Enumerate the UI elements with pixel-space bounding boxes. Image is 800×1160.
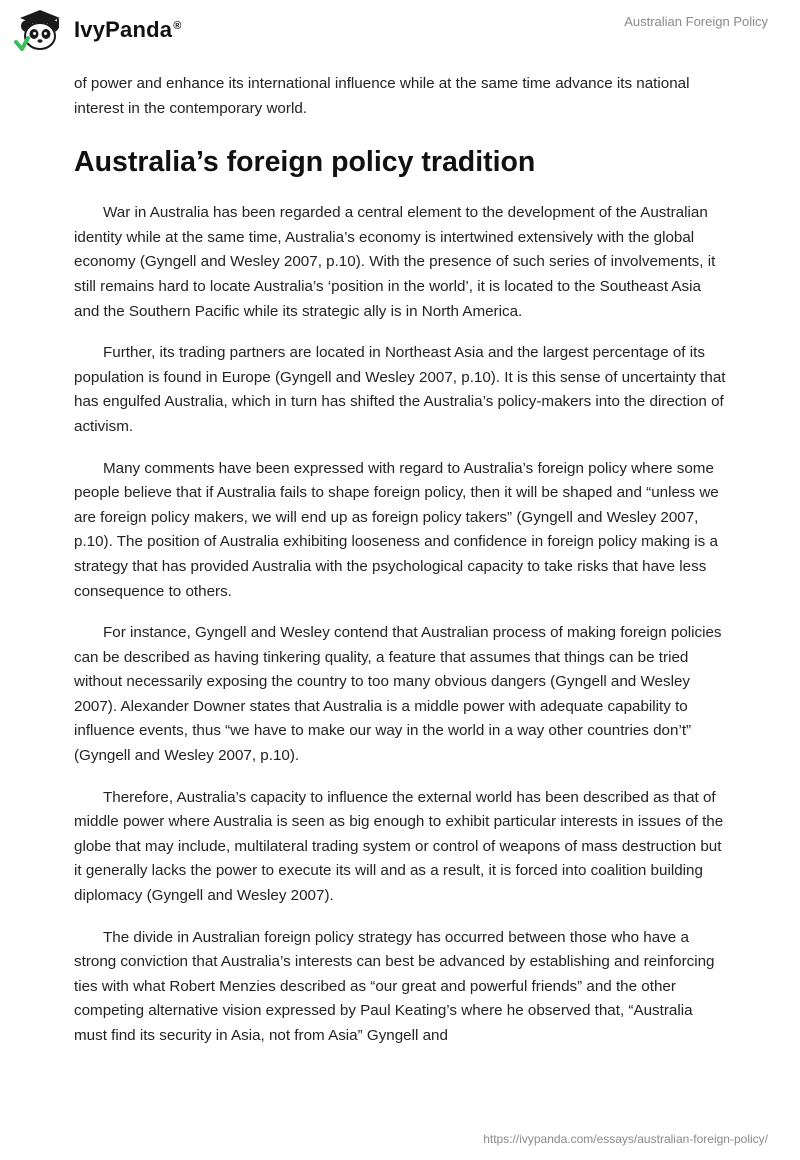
article-body: [74, 72, 726, 1066]
page-header: [0, 0, 800, 70]
paragraph-5: Therefore, Australia’s capacity to influence the external world has been described as that of middle power where Australia is seen as big enough to exhibit particular interests in issues of the globe that may include, multilateral trading system or control of weapons of mass destruction but it generally lacks the power to execute its will and as a result, it is forced into coalition building diplomacy (Gyngell and Wesley 2007).: [74, 788, 724, 905]
paragraph-6: The divide in Australian foreign policy strategy has occurred between those who have a strong conviction that Australia’s interests can best be advanced by establishing and reinforcing ties with what Robert Menzies described as “our great and powerful friends” and the other competing alternative vision expressed by Paul Keating’s where he observed that, “Australia must find its security in Asia, not from Asia” Gyngell and: [74, 928, 715, 1044]
brand-logo[interactable]: [14, 8, 182, 52]
section-heading: Australia’s foreign policy tradition: [74, 146, 536, 179]
source-url-link[interactable]: https://ivypanda.com/essays/australian-foreign-policy/: [483, 1132, 768, 1146]
paragraph-3: Many comments have been expressed with regard to Australia’s foreign policy where some people believe that if Australia fails to shape foreign policy, then it will be shaped and “unless we are foreign policy makers, we will end up as foreign policy takers” (Gyngell and Wesley 2007, p.10). The position of Australia exhibiting looseness and confidence in foreign policy making is a strategy that has provided Australia with the psychological capacity to take risks that have less consequence to others.: [74, 459, 719, 600]
registered-mark: ®: [173, 19, 182, 32]
paragraph-1: War in Australia has been regarded a central element to the development of the Australian identity while at the same time, Australia’s economy is intertwined extensively with the global economy (Gyngell and Wesley 2007, p.10). With the presence of such series of involvements, it still remains hard to locate Australia’s ‘position in the world’, it is located to the Southeast Asia and the Southern Pacific while its strategic ally is in North America.: [74, 204, 716, 320]
panda-logo-icon: [14, 8, 66, 52]
intro-paragraph: of power and enhance its international influence while at the same time advance its national interest in the contemporary world.: [74, 75, 690, 117]
brand-name: IvyPanda®: [74, 17, 182, 42]
paragraph-2: Further, its trading partners are located in Northeast Asia and the largest percentage of its population is found in Europe (Gyngell and Wesley 2007, p.10). It is this sense of uncertainty that has engulfed Australia, which in turn has shifted the Australia’s policy-makers into the direction of activism.: [74, 344, 726, 435]
document-title: Australian Foreign Policy: [624, 14, 768, 29]
paragraph-4: For instance, Gyngell and Wesley contend that Australian process of making foreign policies can be described as having tinkering quality, a feature that assumes that things can be tried without necessarily exposing the country to too many obvious dangers (Gyngell and Wesley 2007). Alexander Downer states that Australia is a middle power with adequate capability to influence events, thus “we have to make our way in the world in a way other countries don’t” (Gyngell and Wesley 2007, p.10).: [74, 624, 722, 765]
